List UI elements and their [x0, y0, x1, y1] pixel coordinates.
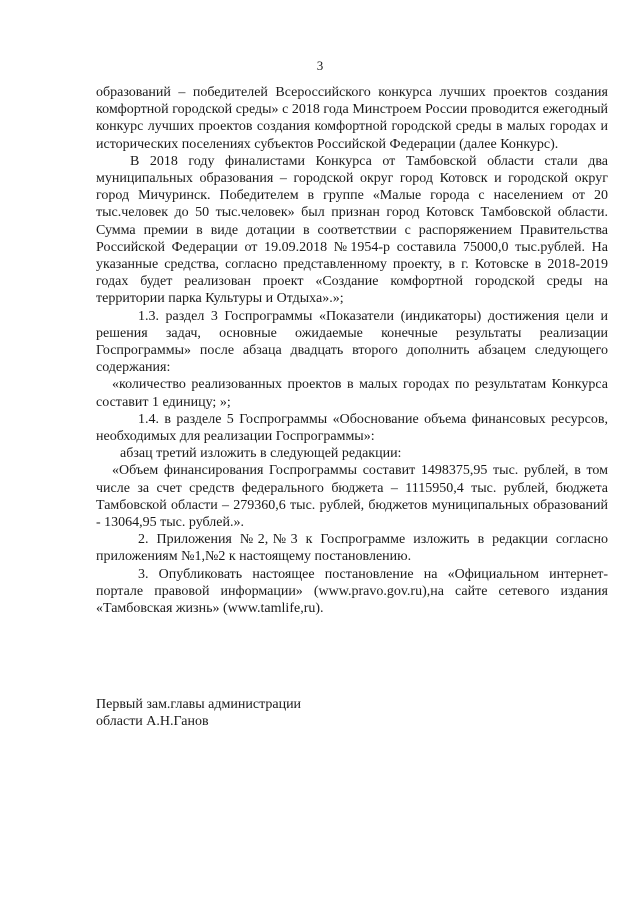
page-number: 3 [316, 58, 324, 73]
document-body [96, 84, 608, 617]
paragraph-item-1-3: 1.3. раздел 3 Госпрограммы «Показатели (индикаторы) достижения цели и решения задач, основные ожидаемые конечные результаты реализации Госпрограммы» после абзаца двадцать второго дополнить абзацем следующего содержания: [96, 308, 608, 376]
signature-block [96, 696, 396, 730]
paragraph-quote-financing: «Объем финансирования Госпрограммы составит 1498375,95 тыс. рублей, в том числе за счет средств федерального бюджета – 1115950,4 тыс. рублей, бюджета Тамбовской области – 279360,6 тыс. рублей, бюджетов муниципальных образований - 13064,95 тыс. рублей.». [96, 463, 608, 531]
paragraph-quote-projects-count: «количество реализованных проектов в малых городах по результатам Конкурса составит 1 единицу; »; [96, 377, 608, 410]
paragraph-item-3: 3. Опубликовать настоящее постановление на «Официальном интернет-портале правовой информации» (www.pravo.gov.ru),на сайте сетевого издания «Тамбовская жизнь» (www.tamlife,ru). [96, 566, 608, 617]
paragraph-third-abzac: абзац третий изложить в следующей редакции: [120, 446, 402, 462]
paragraph-intro-continuation: образований – победителей Всероссийского конкурса лучших проектов создания комфортной городской среды» с 2018 года Минстроем России проводится ежегодный конкурс лучших проектов создания комфортной городской среды в малых городах и исторических поселениях субъектов Российской Федерации (далее Конкурс). [96, 85, 608, 152]
signature-name: области А.Н.Ганов [96, 714, 209, 729]
signature-title: Первый зам.главы администрации [96, 697, 302, 712]
paragraph-item-1-4: 1.4. в разделе 5 Госпрограммы «Обоснование объема финансовых ресурсов, необходимых для реализации Госпрограммы»: [96, 411, 608, 445]
paragraph-item-2: 2. Приложения №2,№3 к Госпрограмме изложить в редакции согласно приложениям №1,№2 к настоящему постановлению. [96, 532, 608, 565]
paragraph-contest-finalists: В 2018 году финалистами Конкурса от Тамбовской области стали два муниципальных образования – городской округ город Котовск и городской округ город Мичуринск. Победителем в группе «Малые города с населением от 20 тыс.человек до 50 тыс.человек» был признан город Котовск Тамбовской области. Сумма премии в виде дотации в соответствии с распоряжением Правительства Российской Федерации от 19.09.2018 №1954-р составила 75000,0 тыс.рублей. На указанные средства, согласно представленному проекту, в г. Котовске в 2018-2019 годах будет реализован проект «Создание комфортной городской среды на территории парка Культуры и Отдыха».»; [96, 153, 608, 307]
